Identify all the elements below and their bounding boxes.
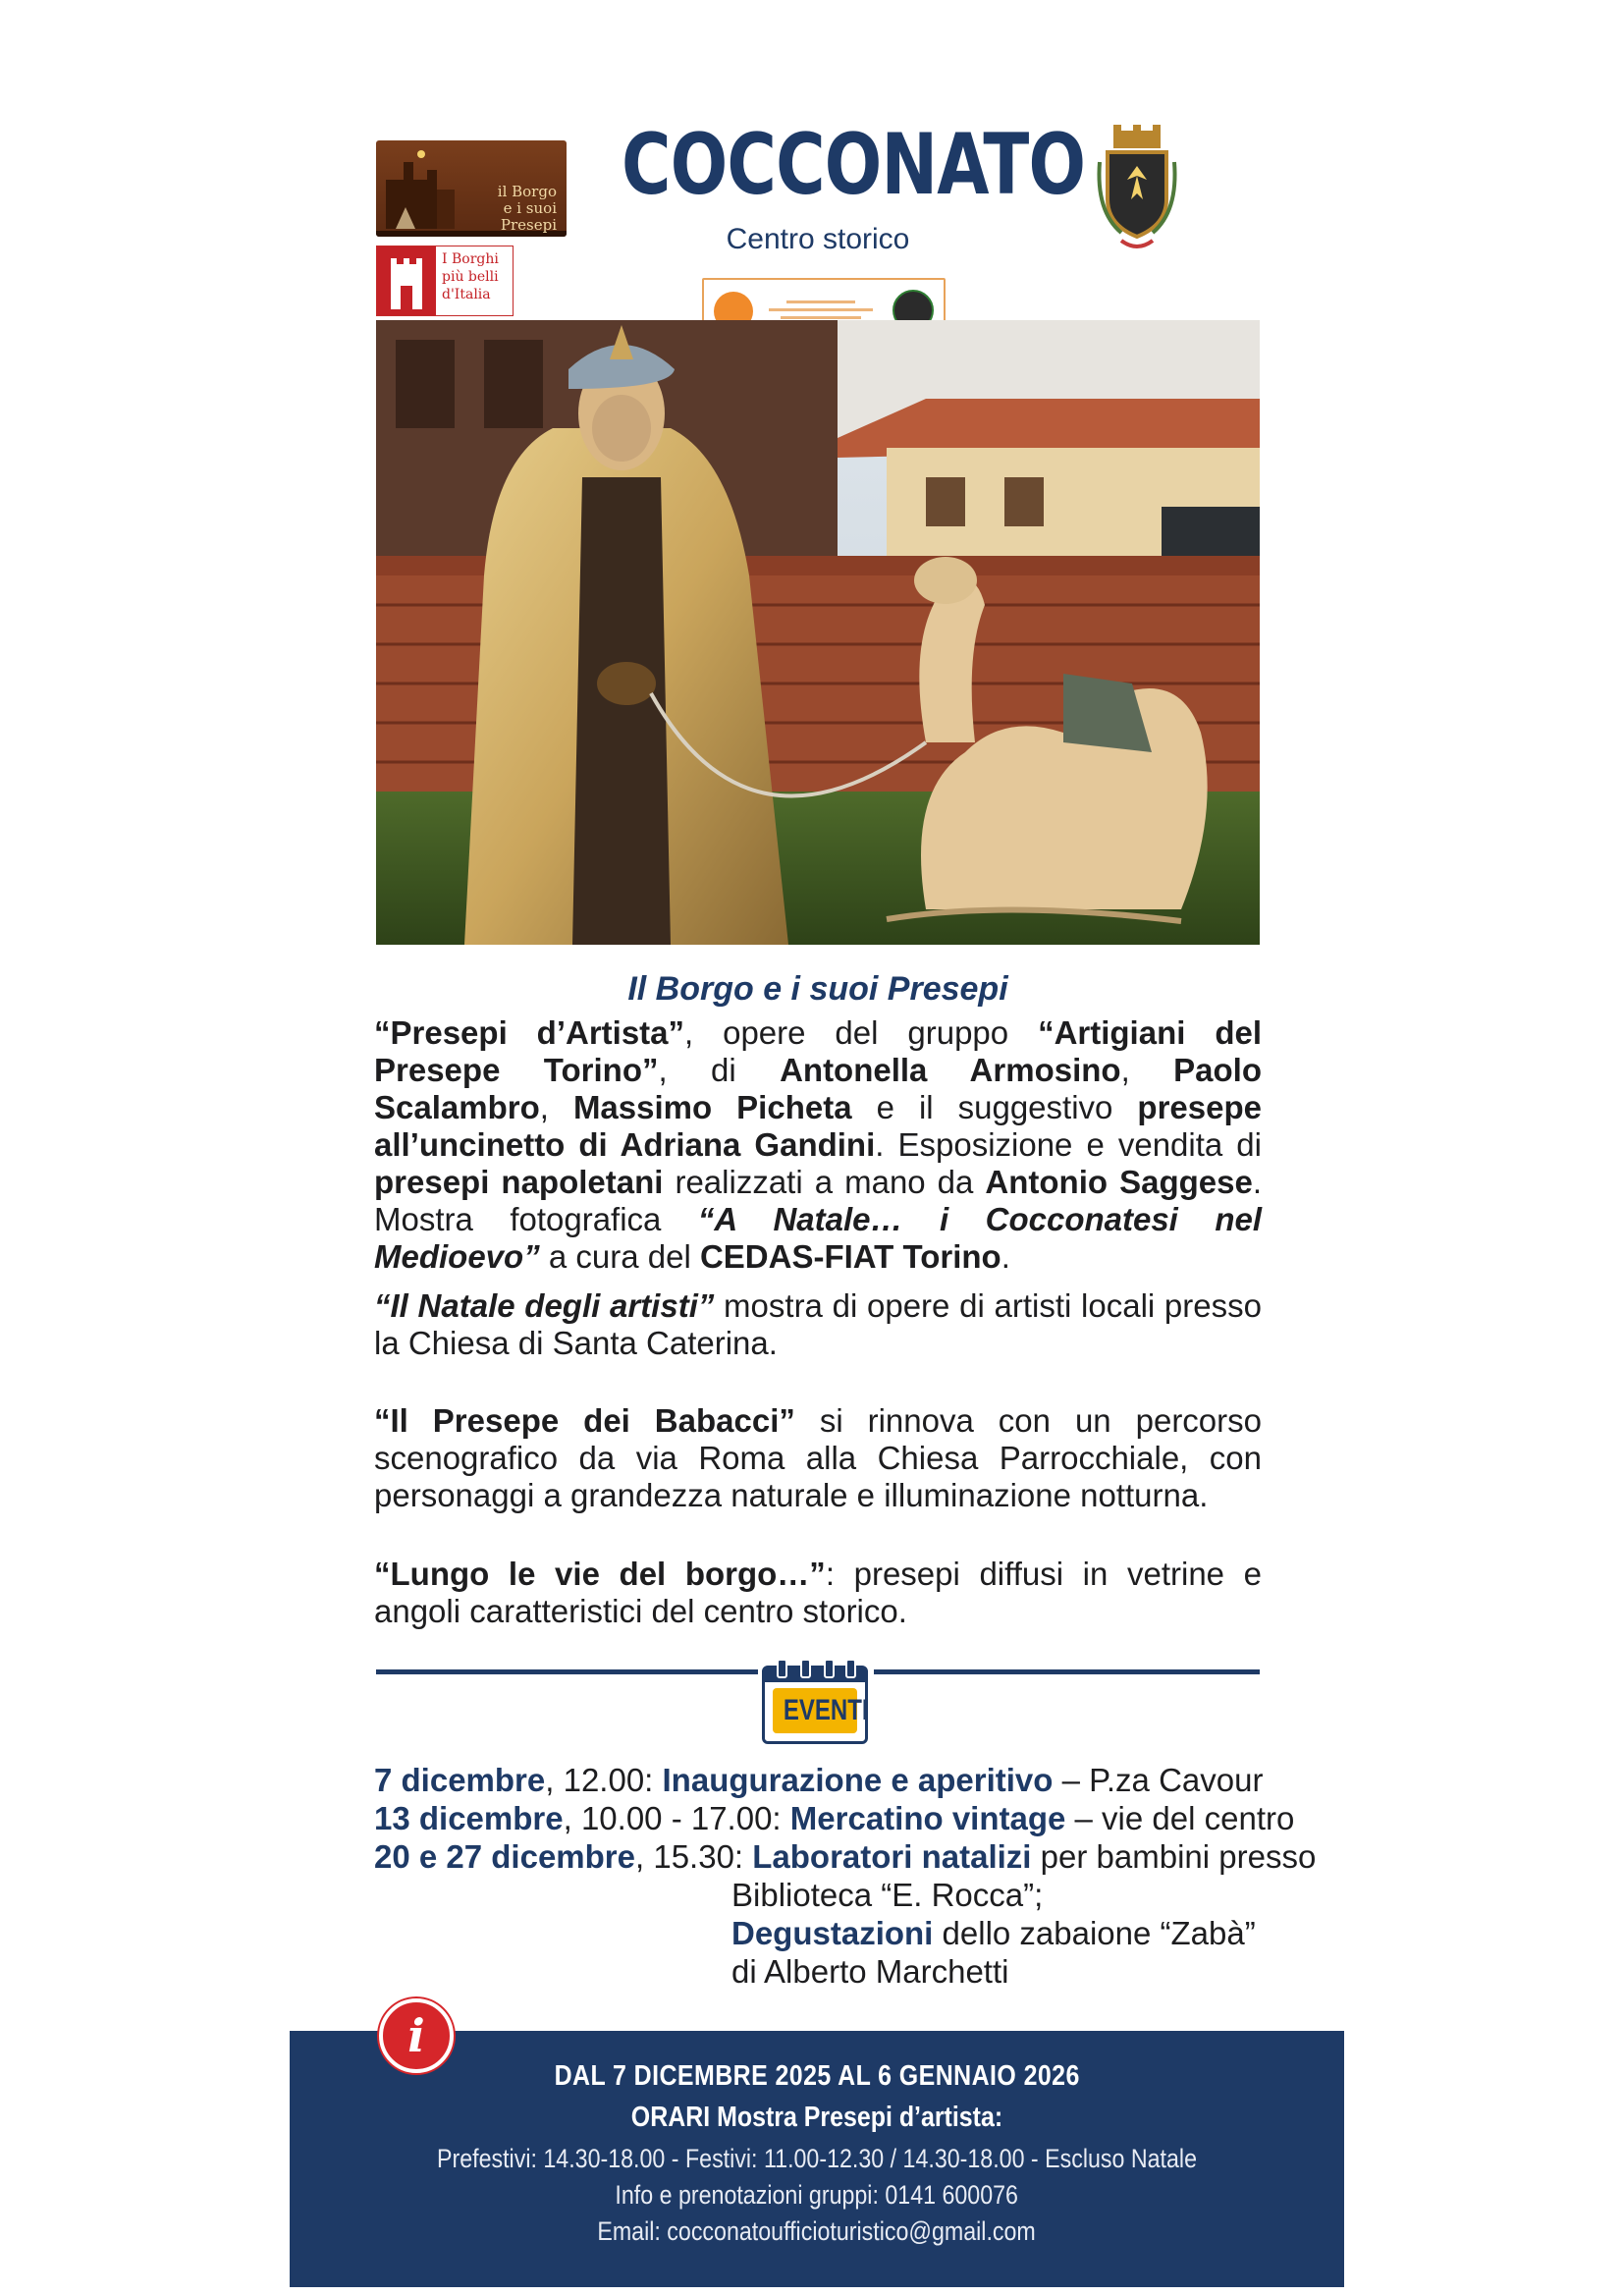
p1-t13: presepi napoletani	[374, 1164, 664, 1200]
event-row	[374, 1799, 1295, 1837]
borgo-presepi-logo	[376, 140, 567, 237]
paragraph-presepi-artista	[374, 1014, 1262, 1276]
tower-icon	[377, 246, 436, 315]
p1-t9: Massimo Picheta	[572, 1089, 852, 1125]
p2-t2: mostra di opere di artisti locali presso la Chiesa di Santa Caterina.	[374, 1287, 1262, 1361]
event-continuation	[374, 1914, 1287, 1952]
borghi-logo-line3: d'Italia	[442, 287, 491, 302]
events-list	[374, 1761, 1317, 1991]
borghi-logo-line2: più belli	[442, 269, 499, 285]
borgo-logo-line2: e i suoi Presepi	[500, 199, 557, 234]
paragraph-presepe-babacci	[374, 1402, 1262, 1514]
p4-t1: “Lungo le vie del borgo…”	[374, 1556, 826, 1592]
event-continuation: Biblioteca “E. Rocca”;	[731, 1877, 1044, 1913]
paragraph-natale-artisti	[374, 1287, 1262, 1362]
borghi-piu-belli-logo	[376, 246, 514, 316]
coat-of-arms-icon	[1092, 123, 1182, 260]
event-row	[374, 1761, 1287, 1799]
event-time: , 15.30:	[635, 1838, 753, 1875]
calendar-icon	[762, 1666, 868, 1744]
paragraph-vie-borgo	[374, 1556, 1262, 1630]
p1-t18: a cura del	[539, 1238, 700, 1275]
p1-t19: CEDAS-FIAT Torino	[699, 1238, 1001, 1275]
p1-t17: “A Natale… i Cocconatesi nel Medioevo”	[374, 1201, 1263, 1275]
footer-hours-title: ORARI Mostra Presepi d’artista:	[630, 2102, 1003, 2133]
p3-t2: si rinnova con un percorso scenografico da via Roma alla Chiesa Parrocchiale, con personaggi a grandezza naturale e illuminazione notturna.	[374, 1402, 1263, 1513]
event-degustazioni-rest: dello zabaione “Zabà”	[933, 1915, 1256, 1951]
event-row	[374, 1837, 1317, 1876]
p1-t6: ,	[1120, 1052, 1174, 1088]
event-title: Laboratori natalizi	[752, 1838, 1032, 1875]
event-date: 20 e 27 dicembre	[374, 1838, 635, 1875]
borgo-logo-line1: il Borgo	[497, 183, 557, 200]
section-title: Il Borgo e i suoi Presepi	[627, 970, 1008, 1008]
event-place: – P.za Cavour	[1053, 1762, 1264, 1798]
p1-t12: . Esposizione e vendita di	[875, 1126, 1262, 1163]
event-place: – vie del centro	[1065, 1800, 1295, 1836]
p1-t4: , di	[658, 1052, 781, 1088]
p1-t2: , opere del gruppo	[684, 1014, 1039, 1051]
p1-t8: ,	[539, 1089, 573, 1125]
footer-email[interactable]: Email: cocconatoufficioturistico@gmail.com	[597, 2216, 1037, 2246]
p1-t15: Antonio Saggese	[985, 1164, 1253, 1200]
event-title: Inaugurazione e aperitivo	[662, 1762, 1054, 1798]
p3-t1: “Il Presepe dei Babacci”	[374, 1402, 795, 1439]
p1-t16: . Mostra fotografica	[374, 1164, 1262, 1237]
borghi-logo-line1: I Borghi	[442, 251, 499, 267]
p1-t1: “Presepi d’Artista”	[374, 1014, 685, 1051]
events-badge	[758, 1656, 874, 1754]
p2-t1: “Il Natale degli artisti”	[374, 1287, 715, 1324]
event-degustazioni: Degustazioni	[731, 1915, 934, 1951]
event-continuation: di Alberto Marchetti	[731, 1953, 1009, 1990]
page-title: COCCONATO	[622, 116, 1086, 214]
p1-t3: “Artigiani del Presepe Torino”	[374, 1014, 1262, 1088]
p1-t14: realizzati a mano da	[663, 1164, 986, 1200]
p4-t2: : presepi diffusi in vetrine e angoli caratteristici del centro storico.	[374, 1556, 1262, 1629]
footer-info-band	[290, 2031, 1344, 2287]
p1-t20: .	[1001, 1238, 1010, 1275]
event-date: 7 dicembre	[374, 1762, 546, 1798]
events-badge-label: EVENTI	[783, 1694, 869, 1726]
magi-camel-photo	[376, 320, 1260, 945]
event-place: per bambini presso	[1031, 1838, 1317, 1875]
p1-t7: Paolo Scalambro	[374, 1052, 1262, 1125]
event-time: , 12.00:	[545, 1762, 663, 1798]
p1-t5: Antonella Armosino	[780, 1052, 1121, 1088]
footer-dates: DAL 7 DICEMBRE 2025 AL 6 GENNAIO 2026	[554, 2060, 1080, 2092]
event-title: Mercatino vintage	[789, 1800, 1066, 1836]
info-icon: i	[379, 1998, 454, 2073]
footer-hours: Prefestivi: 14.30-18.00 - Festivi: 11.00-12.30 / 14.30-18.00 - Escluso Natale	[437, 2144, 1197, 2173]
page-subtitle: Centro storico	[726, 223, 910, 255]
footer-groups: Info e prenotazioni gruppi: 0141 600076	[615, 2180, 1019, 2210]
p1-t11: presepe all’uncinetto di Adriana Gandini	[374, 1089, 1262, 1163]
event-date: 13 dicembre	[374, 1800, 564, 1836]
p1-t10: e il suggestivo	[851, 1089, 1138, 1125]
event-time: , 10.00 - 17.00:	[563, 1800, 790, 1836]
